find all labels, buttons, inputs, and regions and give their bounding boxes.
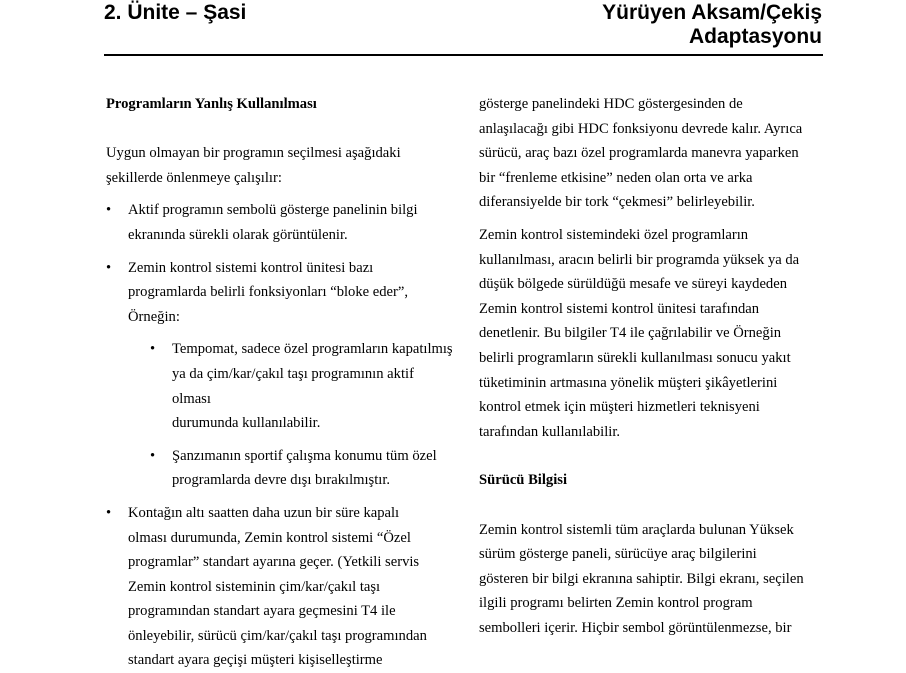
bullet-icon: • (106, 202, 112, 219)
text-line: denetlenir. Bu bilgiler T4 ile çağrılabilir ve Örneğin (479, 325, 782, 342)
text-line: programlar” standart ayarına geçer. (Yetkili servis (128, 554, 420, 571)
text-line: programlarda devre dışı bırakılmıştır. (172, 472, 391, 489)
paragraph (479, 223, 829, 444)
list-item (106, 198, 456, 247)
header-divider (104, 54, 823, 56)
bullet-icon: • (150, 341, 156, 358)
text-line: programlarda belirli fonksiyonları “bloke eder”, (128, 284, 409, 301)
paragraph (479, 92, 829, 215)
list-item (106, 256, 456, 493)
text-line: düşük bölgede sürüldüğü mesafe ve süreyi kaydeden (479, 276, 788, 293)
text-line: Zemin kontrol sistemindeki özel programların (479, 226, 749, 243)
text-line: programından standart ayara geçmesini T4 ile (128, 603, 396, 620)
right-heading: Sürücü Bilgisi (479, 472, 567, 489)
text-line: sürüm gösterge paneli, sürücüye araç bilgilerini (479, 546, 757, 563)
text-line: sürücü, araç bazı özel programlarda manevra yaparken (479, 145, 799, 162)
text-line: kullanılması, aracın belirli bir programda yüksek ya da (479, 251, 800, 268)
text-line: anlaşılacağı gibi HDC fonksiyonu devrede kalır. Ayrıca (479, 120, 803, 137)
text-line: Zemin kontrol sistemi kontrol ünitesi tarafından (479, 300, 760, 317)
text-line: Tempomat, sadece özel programların kapatılmış (172, 341, 453, 358)
bullet-list (106, 198, 456, 673)
text-line: Zemin kontrol sisteminin çim/kar/çakıl taşı (128, 578, 381, 595)
paragraph (479, 518, 829, 641)
text-line: ilgili programı belirten Zemin kontrol program (479, 595, 753, 612)
left-heading: Programların Yanlış Kullanılması (106, 96, 317, 112)
text-line: belirli programların sürekli kullanılması sonucu yakıt (479, 349, 791, 366)
text-line: diferansiyelde bir tork “çekmesi” belirleyebilir. (479, 194, 755, 211)
text-line: standart ayara geçişi müşteri kişiselleştirme (128, 652, 383, 669)
text-line: Uygun olmayan bir programın seçilmesi aşağıdaki (106, 145, 401, 162)
section-title (602, 1, 822, 49)
text-line: ya da çim/kar/çakıl taşı programının aktif olması (172, 365, 414, 407)
text-line: Zemin kontrol sistemli tüm araçlarda bulunan Yüksek (479, 521, 794, 538)
text-line: Zemin kontrol sistemi kontrol ünitesi bazı (128, 259, 374, 276)
bullet-icon: • (106, 259, 112, 276)
text-line: durumunda kullanılabilir. (172, 415, 321, 432)
text-line: şekillerde önlenmeye çalışılır: (106, 169, 282, 186)
text-line: Aktif programın sembolü gösterge panelinin bilgi (128, 202, 418, 219)
sub-list (150, 337, 456, 493)
bullet-icon: • (150, 447, 156, 464)
text-line: Şanzımanın sportif çalışma konumu tüm özel (172, 447, 437, 464)
text-line: olması durumunda, Zemin kontrol sistemi “Özel (128, 529, 411, 546)
section-title-line2: Adaptasyonu (688, 25, 822, 48)
sub-list-item (150, 337, 456, 435)
list-item (106, 501, 456, 673)
intro-paragraph (106, 141, 456, 190)
text-line: gösterge panelindeki HDC göstergesinden de (479, 96, 743, 112)
text-line: tüketiminin artmasına yönelik müşteri şikâyetlerini (479, 374, 778, 391)
text-line: sembolleri içerir. Hiçbir sembol görüntülenmezse, bir (479, 619, 792, 636)
sub-list-item (150, 444, 456, 493)
right-column (479, 92, 829, 640)
chapter-title: 2. Ünite – Şasi (104, 1, 247, 24)
section-title-line1: Yürüyen Aksam/Çekiş (602, 1, 822, 24)
text-line: önleyebilir, sürücü çim/kar/çakıl taşı programından (128, 627, 427, 644)
text-line: kontrol etmek için müşteri hizmetleri teknisyeni (479, 399, 760, 416)
text-line: gösteren bir bilgi ekranına sahiptir. Bilgi ekranı, seçilen (479, 570, 804, 587)
bullet-icon: • (106, 504, 112, 521)
text-line: bir “frenleme etkisine” neden olan orta ve arka (479, 169, 753, 186)
text-line: ekranında sürekli olarak görüntülenir. (128, 226, 348, 243)
text-line: tarafından kullanılabilir. (479, 423, 621, 440)
text-line: Örneğin: (128, 308, 180, 325)
left-column (106, 92, 456, 673)
text-line: Kontağın altı saatten daha uzun bir süre kapalı (128, 504, 400, 521)
